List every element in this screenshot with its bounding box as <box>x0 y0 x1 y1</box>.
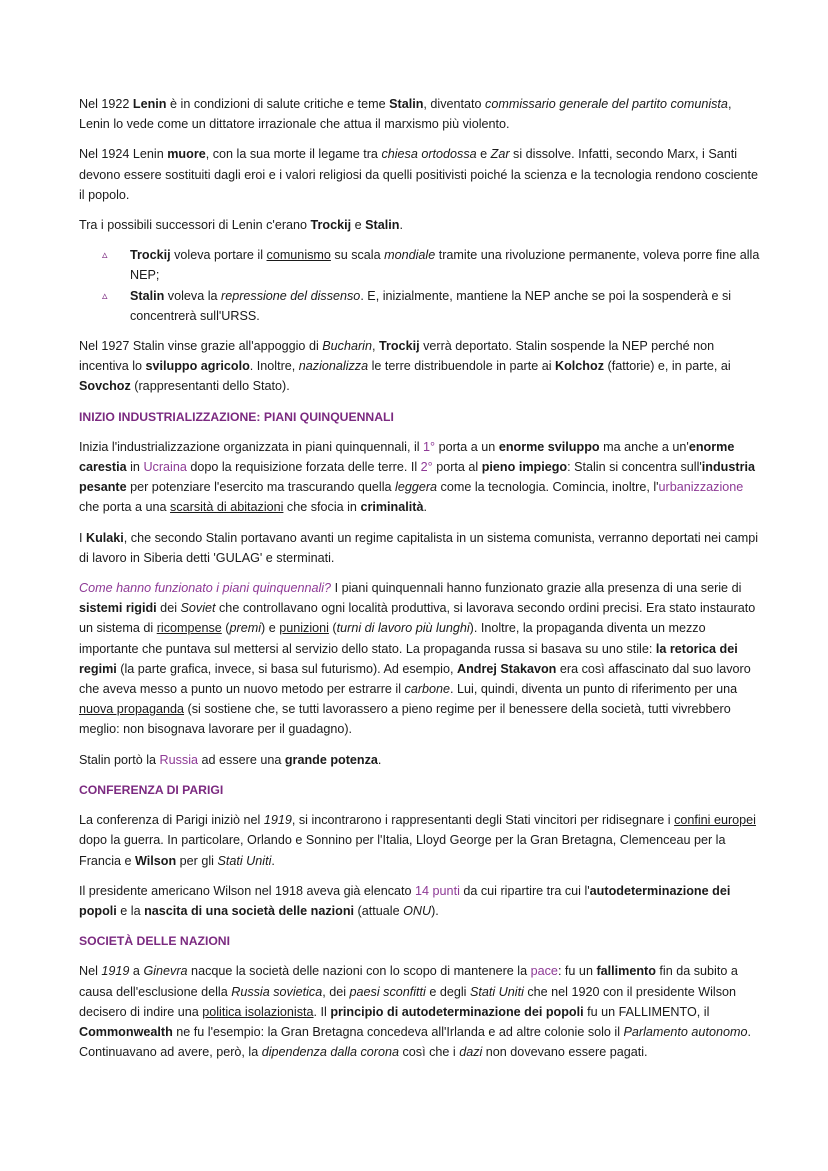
list-item-trockij: ▵ Trockij voleva portare il comunismo su scala mondiale tramite una rivoluzione permanente, voleva porre fine alla NEP; <box>79 245 762 285</box>
paragraph-piani-quinquennali: Inizia l'industrializzazione organizzata in piani quinquennali, il 1° porta a un enorme sviluppo ma anche a un'enorme carestia in Ucraina dopo la requisizione forzata delle terre. Il 2° porta al pieno impiego: Stalin si concentra sull'industria pesante per potenziare l'esercito ma trascurando quella leggera come la tecnologia. Comincia, inoltre, l'urbanizzazione che porta a una scarsità di abitazioni che sfocia in criminalità. <box>79 439 755 515</box>
paragraph-stalin-1927: Nel 1927 Stalin vinse grazie all'appoggio di Bucharin, Trockij verrà deportato. Stalin sospende la NEP perché non incentiva lo sviluppo agricolo. Inoltre, nazionalizza le terre distribuendole in parte ai Kolchoz (fattorie) e, in parte, ai Sovchoz (rappresentanti dello Stato). <box>79 339 731 394</box>
section-heading-conferenza: CONFERENZA DI PARIGI <box>79 782 224 797</box>
section-heading-industrializzazione: INIZIO INDUSTRIALIZZAZIONE: PIANI QUINQUENNALI <box>79 409 394 424</box>
successors-list <box>79 245 762 326</box>
paragraph-kulaki: I Kulaki, che secondo Stalin portavano avanti un regime capitalista in un sistema comunista, verranno deportati nei campi di lavoro in Siberia detti 'GULAG' e sterminati. <box>79 530 759 565</box>
paragraph-lenin-1924: Nel 1924 Lenin muore, con la sua morte il legame tra chiesa ortodossa e Zar si dissolve. Infatti, secondo Marx, i Santi devono essere sostituiti dagli eroi e i valori religiosi da quelli positivisti poiché la scienza e la tecnologia rendono cosciente il popolo. <box>79 147 759 202</box>
section-heading-societa: SOCIETÀ DELLE NAZIONI <box>79 934 230 949</box>
paragraph-conferenza: La conferenza di Parigi iniziò nel 1919, si incontrarono i rappresentanti degli Stati vincitori per ridisegnare i confini europei dopo la guerra. In particolare, Orlando e Sonnino per l'Italia, Lloyd George per la Gran Bretagna, Clemenceau per la Francia e Wilson per gli Stati Uniti. <box>79 813 756 868</box>
paragraph-funzionamento: Come hanno funzionato i piani quinquennali? I piani quinquennali hanno funzionato grazie alla presenza di una serie di sistemi rigidi dei Soviet che controllavano ogni località produttiva, si lavorava secondo ordini precisi. Era stato instaurato un sistema di ricompense (premi) e punizioni (turni di lavoro più lunghi). Inoltre, la propaganda diventa un mezzo importante che puntava sul mettersi al servizio dello stato. La propaganda russa si basava su uno stile: la retorica dei regimi (la parte grafica, invece, si basa sul futurismo). Ad esempio, Andrej Stakavon era così affascinato dal suo lavoro che aveva messo a punto un nuovo metodo per estrarre il carbone. Lui, quindi, diventa un punto di riferimento per una nuova propaganda (si sostiene che, se tutti lavorassero a pieno regime per il benessere della società, tutti vivrebbero meglio: non bisognava lavorare per il guadagno). <box>79 581 756 737</box>
paragraph-grande-potenza: Stalin portò la Russia ad essere una grande potenza. <box>79 752 382 767</box>
list-item-stalin: ▵ Stalin voleva la repressione del dissenso. E, inizialmente, mantiene la NEP anche se poi la sospenderà e si concentrerà sull'URSS. <box>79 286 762 326</box>
triangle-bullet-icon: ▵ <box>102 289 108 302</box>
paragraph-successors: Tra i possibili successori di Lenin c'erano Trockij e Stalin. <box>79 218 403 233</box>
triangle-bullet-icon: ▵ <box>102 249 108 262</box>
paragraph-lenin-1922: Nel 1922 Lenin è in condizioni di salute critiche e teme Stalin, diventato commissario generale del partito comunista, Lenin lo vede come un dittatore irrazionale che attua il marxismo più violento. <box>79 97 732 132</box>
paragraph-wilson: Il presidente americano Wilson nel 1918 aveva già elencato 14 punti da cui ripartire tra cui l'autodeterminazione dei popoli e la nascita di una società delle nazioni (attuale ONU). <box>79 883 731 918</box>
paragraph-societa-nazioni: Nel 1919 a Ginevra nacque la società delle nazioni con lo scopo di mantenere la pace: fu un fallimento fin da subito a causa dell'esclusione della Russia sovietica, dei paesi sconfitti e degli Stati Uniti che nel 1920 con il presidente Wilson decisero di indire una politica isolazionista. Il principio di autodeterminazione dei popoli fu un FALLIMENTO, il Commonwealth ne fu l'esempio: la Gran Bretagna concedeva all'Irlanda e ad altre colonie solo il Parlamento autonomo. Continuavano ad avere, però, la dipendenza dalla corona così che i dazi non dovevano essere pagati. <box>79 964 751 1060</box>
